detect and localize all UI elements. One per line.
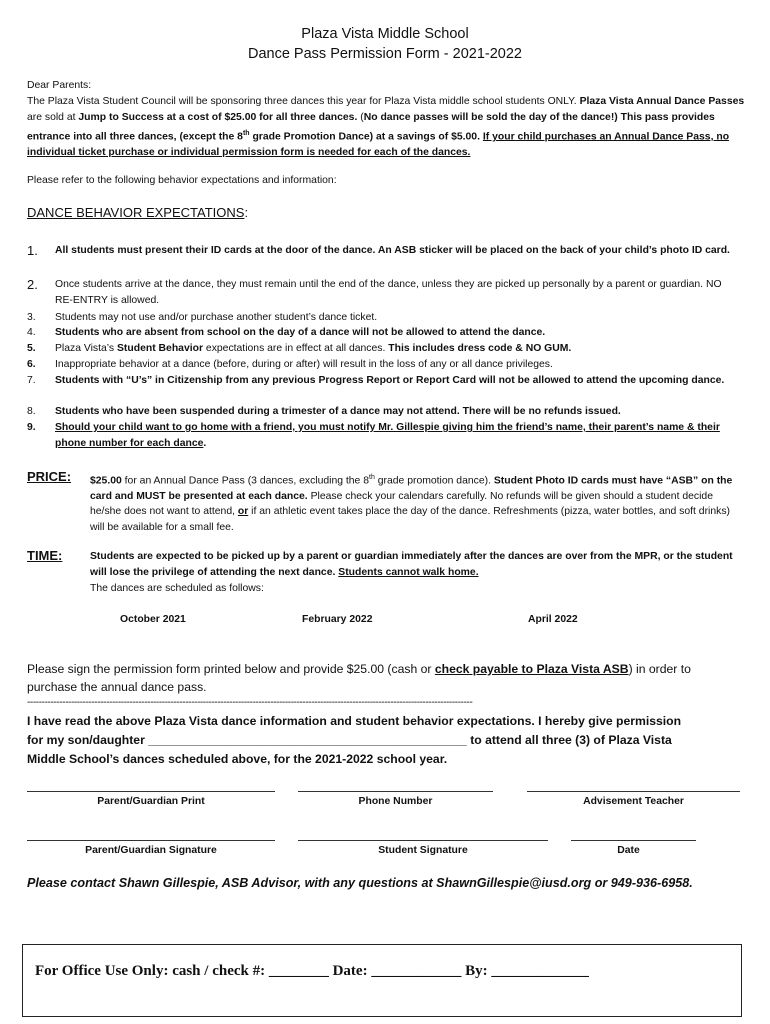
scheduled-text: The dances are scheduled as follows: [90,583,264,594]
time-text: Students are expected to be picked up by a parent or guardian immediately after the dances are over from the MPR, or the student will lose the privilege of attending the next dance. Students cannot walk home. [90,551,733,578]
permission-statement: I have read the above Plaza Vista dance information and student behavior expectations. I hereby give permission for my son/daughter _______________________________________________ to attend all three (3) of Plaza Vista Middle School’s dances scheduled above, for the 2021-2022 school year. [27,714,682,766]
contact-text: Please contact Shawn Gillespie, ASB Advisor, with any questions at ShawnGillespie@iusd.org or 949-936-6958. [27,876,693,890]
parent-print-line[interactable] [27,791,275,792]
date-caption: Date [617,845,640,856]
dance-month: October 2021 [120,614,186,625]
advisement-teacher-line[interactable] [527,791,740,792]
office-use-text: For Office Use Only: cash / check #: ________ Date: ____________ By: _____________ [35,963,589,979]
phone-number-caption: Phone Number [358,796,433,807]
expectations-heading: DANCE BEHAVIOR EXPECTATIONS: [27,205,249,220]
advisement-teacher-caption: Advisement Teacher [583,796,684,807]
form-title: Dance Pass Permission Form - 2021-2022 [247,46,522,62]
date-line[interactable] [571,840,696,841]
greeting: Dear Parents: [27,80,92,91]
price-label: PRICE: [27,469,72,484]
time-label: TIME: [27,548,63,563]
student-signature-line[interactable] [298,840,548,841]
sign-instructions: Please sign the permission form printed below and provide $25.00 (cash or check payable to Plaza Vista ASB) in order to purchase the annual dance pass. [27,662,691,694]
expectations-list: 1. All students must present their ID cards at the door of the dance. An ASB sticker will be placed on the back of your child’s photo ID card. 2. Once students arrive at the dance, they must remain until the end of the dance, unless they are picked up personally by a parent or guardian. NO RE-ENTRY is allowed. 3. Students may not use and/or purchase another student’s dance ticket. 4. Students who are absent from school on the day of a dance will not be allowed to attend the dance. 5. Plaza Vista’s Student Behavior expectations are in effect at all dances. This includes dress code & NO GUM. 6. Inappropriate behavior at a dance (before, during or after) will result in the loss of any or all dance privileges. 7. Students with “U’s” in Citizenship from any previous Progress Report or Report Card will not be allowed to attend the upcoming dance. 8. Students who have been suspended during a trimester of a dance may not attend. There will be no refunds issued. 9. Should your child want to go home with a friend, you must notify Mr. Gillespie giving him the friend’s name, their parent’s name & their phone number for each dance. [27,243,730,449]
cut-line: -------------------------------------------------------------------------------------------------------------------------------------------------------- [27,697,473,708]
dance-month: February 2022 [302,614,373,625]
student-signature-caption: Student Signature [378,845,468,856]
refer-text: Please refer to the following behavior expectations and information: [27,175,337,186]
intro-paragraph: The Plaza Vista Student Council will be sponsoring three dances this year for Plaza Vista middle school students ONLY. Plaza Vista Annual Dance Passes are sold at Jump to Success at a cost of $25.00 for all three dances. (No dance passes will be sold the day of the dance!) This pass provides entrance into all three dances, (except the 8th grade Promotion Dance) at a savings of $5.00. If your child purchases an Annual Dance Pass, no individual ticket purchase or individual permission form is needed for each of the dances. [27,96,745,159]
office-use-box [22,944,742,1017]
parent-signature-caption: Parent/Guardian Signature [85,845,217,856]
parent-signature-line[interactable] [27,840,275,841]
parent-print-caption: Parent/Guardian Print [97,796,205,807]
school-name: Plaza Vista Middle School [301,26,469,42]
phone-number-line[interactable] [298,791,493,792]
dance-month: April 2022 [528,614,578,625]
price-text: $25.00 for an Annual Dance Pass (3 dances, excluding the 8th grade promotion dance). Student Photo ID cards must have “ASB” on the card and MUST be presented at each dance. Please check your calendars carefully. No refunds will be given should a student decide he/she does not want to attend, or if an athletic event takes place the day of the dance. Refreshments (pizza, water bottles, and soft drinks) will be available for a small fee. [90,474,733,533]
